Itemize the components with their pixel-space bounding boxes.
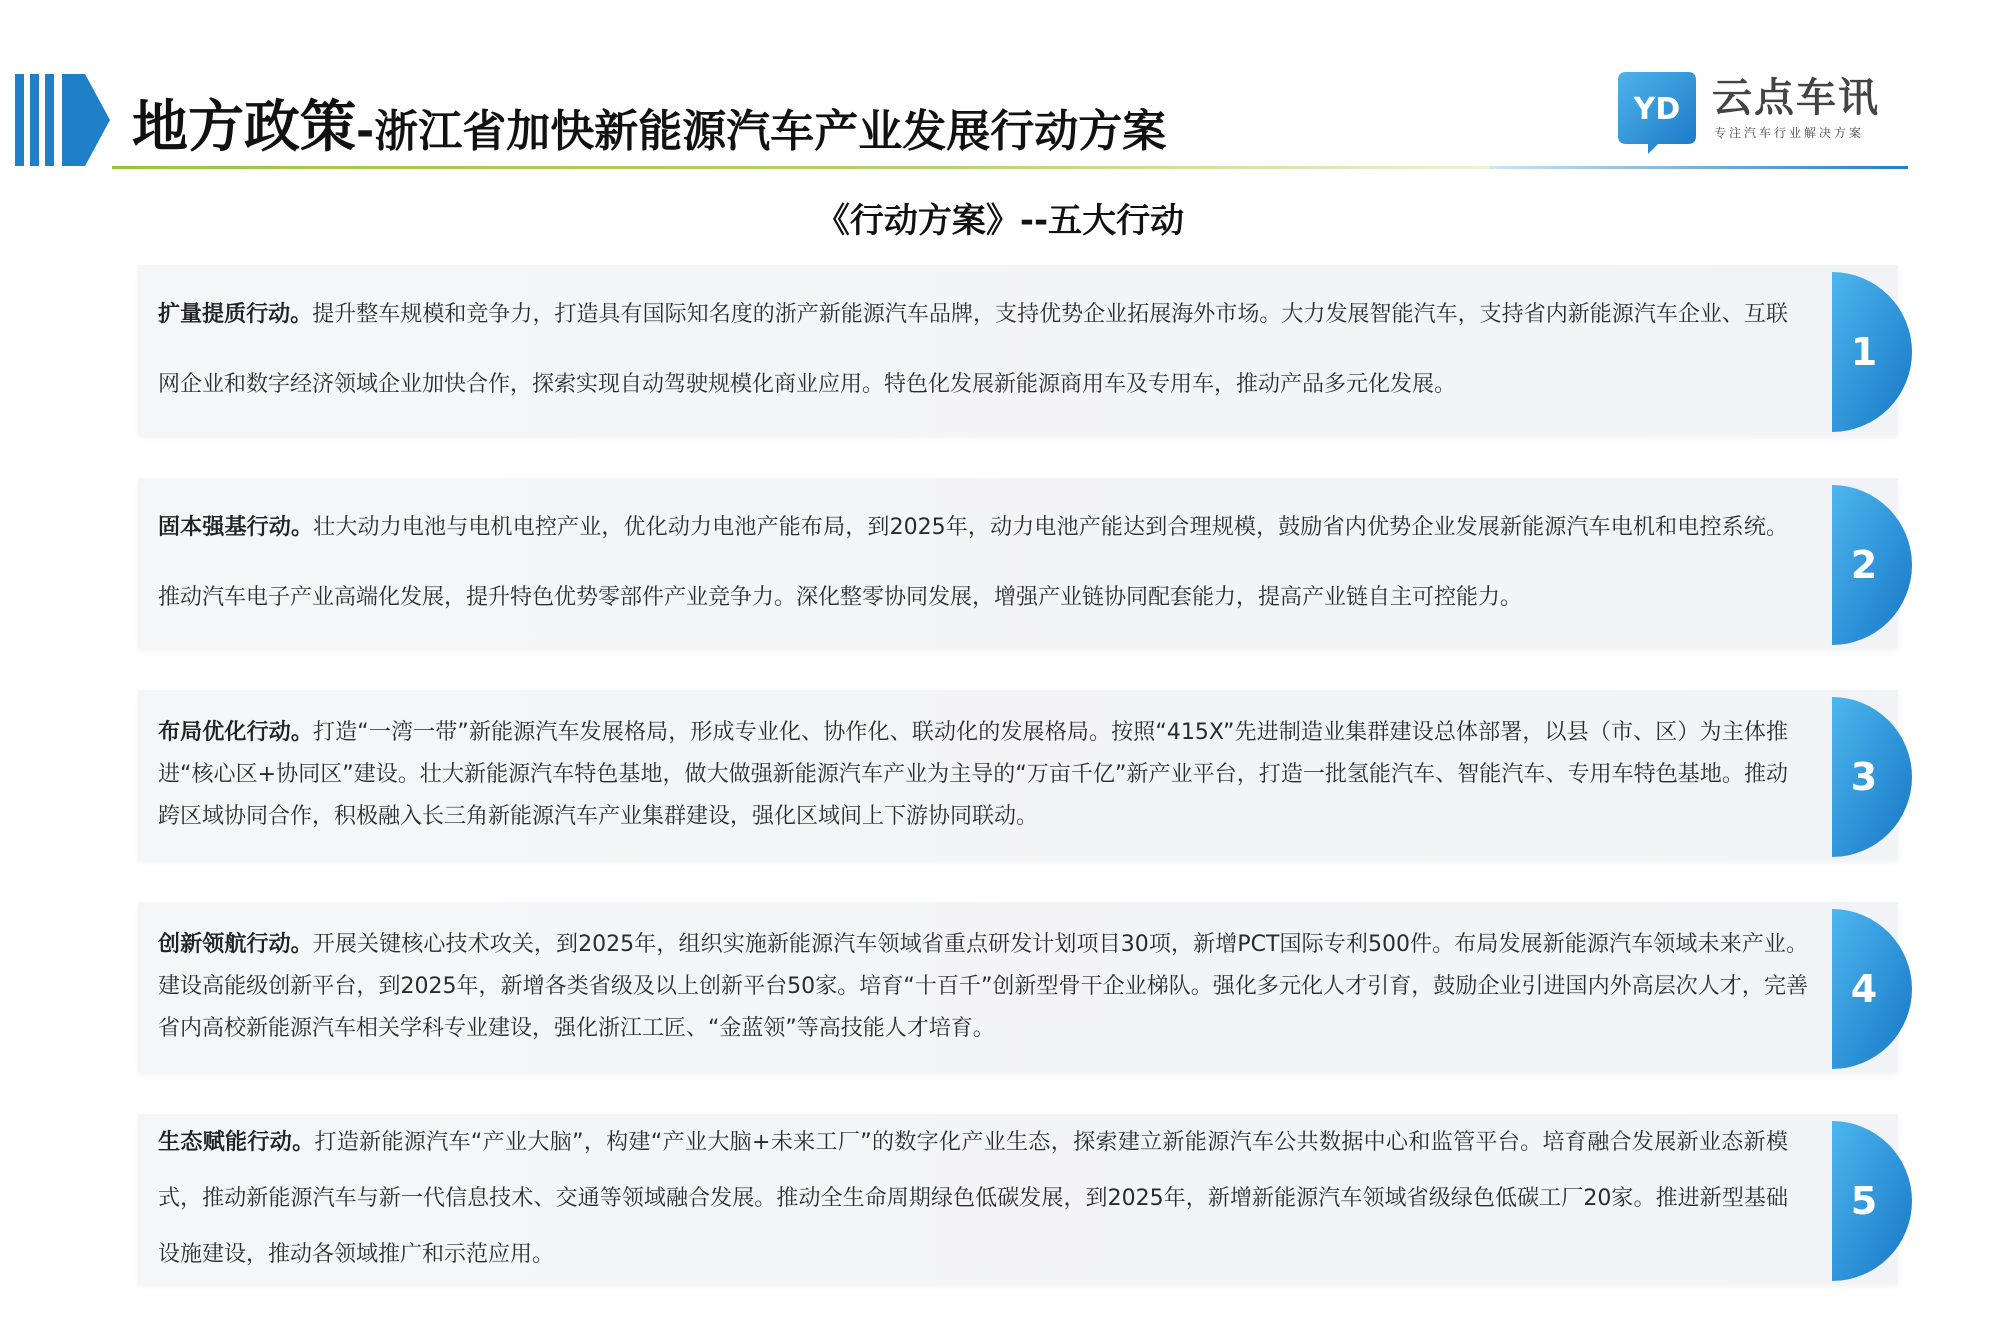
action-card-5: [138, 1114, 1898, 1284]
action-description: [158, 924, 1808, 1050]
action-number: 3: [1850, 755, 1878, 799]
action-text: 开展关键核心技术攻关，到2025年，组织实施新能源汽车领域省重点研发计划项目30项，新增PCT国际专利500件。布局发展新能源汽车领域未来产业。建设高能级创新平台，到2025年，新增各类省级及以上创新平台50家。培育“十百千”创新型骨干企业梯队。强化多元化人才引育，鼓励企业引进国内外高层次人才，完善省内高校新能源汽车相关学科专业建设，强化浙江工匠、“金蓝领”等高技能人才培育。: [158, 932, 1808, 1041]
action-name: 固本强基行动。: [158, 515, 314, 540]
action-card-2: [138, 478, 1898, 648]
action-description: [158, 712, 1788, 838]
page-title: [132, 90, 1166, 170]
title-underline-accent: [1490, 166, 1908, 169]
action-number-badge-5: [1832, 1121, 1912, 1281]
action-name: 扩量提质行动。: [158, 302, 313, 327]
action-number-badge-3: [1832, 697, 1912, 857]
page-title-sub: -浙江省加快新能源汽车产业发展行动方案: [356, 106, 1167, 157]
action-card-4: [138, 902, 1898, 1072]
action-number: 5: [1850, 1179, 1878, 1223]
action-card-1: [138, 265, 1898, 435]
brand-logo: [1618, 72, 1918, 156]
action-number-badge-4: [1832, 909, 1912, 1069]
action-text: 壮大动力电池与电机电控产业，优化动力电池产能布局，到2025年，动力电池产能达到合理规模，鼓励省内优势企业发展新能源汽车电机和电控系统。推动汽车电子产业高端化发展，提升特色优势零部件产业竞争力。深化整零协同发展，增强产业链协同配套能力，提高产业链自主可控能力。: [158, 515, 1788, 610]
action-description: [158, 493, 1788, 633]
title-decoration-icon: [15, 74, 110, 166]
brand-name: 云点车讯: [1712, 75, 1880, 121]
action-description: [158, 1115, 1788, 1283]
action-number: 2: [1850, 543, 1878, 587]
page-title-main: 地方政策: [132, 95, 356, 160]
action-number: 1: [1850, 330, 1878, 374]
action-text: 打造“一湾一带”新能源汽车发展格局，形成专业化、协作化、联动化的发展格局。按照“415X”先进制造业集群建设总体部署，以县（市、区）为主体推进“核心区+协同区”建设。壮大新能源汽车特色基地，做大做强新能源汽车产业为主导的“万亩千亿”新产业平台，打造一批氢能汽车、智能汽车、专用车特色基地。推动跨区域协同合作，积极融入长三角新能源汽车产业集群建设，强化区域间上下游协同联动。: [158, 720, 1788, 829]
action-number-badge-1: [1832, 272, 1912, 432]
section-subtitle: 《行动方案》--五大行动: [815, 201, 1185, 241]
title-underline: [112, 166, 1512, 169]
action-name: 布局优化行动。: [158, 720, 314, 745]
action-description: [158, 280, 1788, 420]
action-card-3: [138, 690, 1898, 860]
action-name: 生态赋能行动。: [158, 1130, 315, 1155]
action-name: 创新领航行动。: [158, 932, 313, 957]
action-number-badge-2: [1832, 485, 1912, 645]
action-text: 打造新能源汽车“产业大脑”，构建“产业大脑+未来工厂”的数字化产业生态，探索建立新能源汽车公共数据中心和监管平台。培育融合发展新业态新模式，推动新能源汽车与新一代信息技术、交通等领域融合发展。推动全生命周期绿色低碳发展，到2025年，新增新能源汽车领域省级绿色低碳工厂20家。推进新型基础设施建设，推动各领域推广和示范应用。: [158, 1130, 1788, 1267]
action-number: 4: [1850, 967, 1878, 1011]
brand-tagline: 专注汽车行业解决方案: [1714, 126, 1865, 140]
brand-logo-mark: YD: [1633, 92, 1681, 127]
action-text: 提升整车规模和竞争力，打造具有国际知名度的浙产新能源汽车品牌，支持优势企业拓展海外市场。大力发展智能汽车，支持省内新能源汽车企业、互联网企业和数字经济领域企业加快合作，探索实现自动驾驶规模化商业应用。特色化发展新能源商用车及专用车，推动产品多元化发展。: [158, 302, 1788, 397]
brand-logo-badge-icon: [1618, 72, 1696, 154]
